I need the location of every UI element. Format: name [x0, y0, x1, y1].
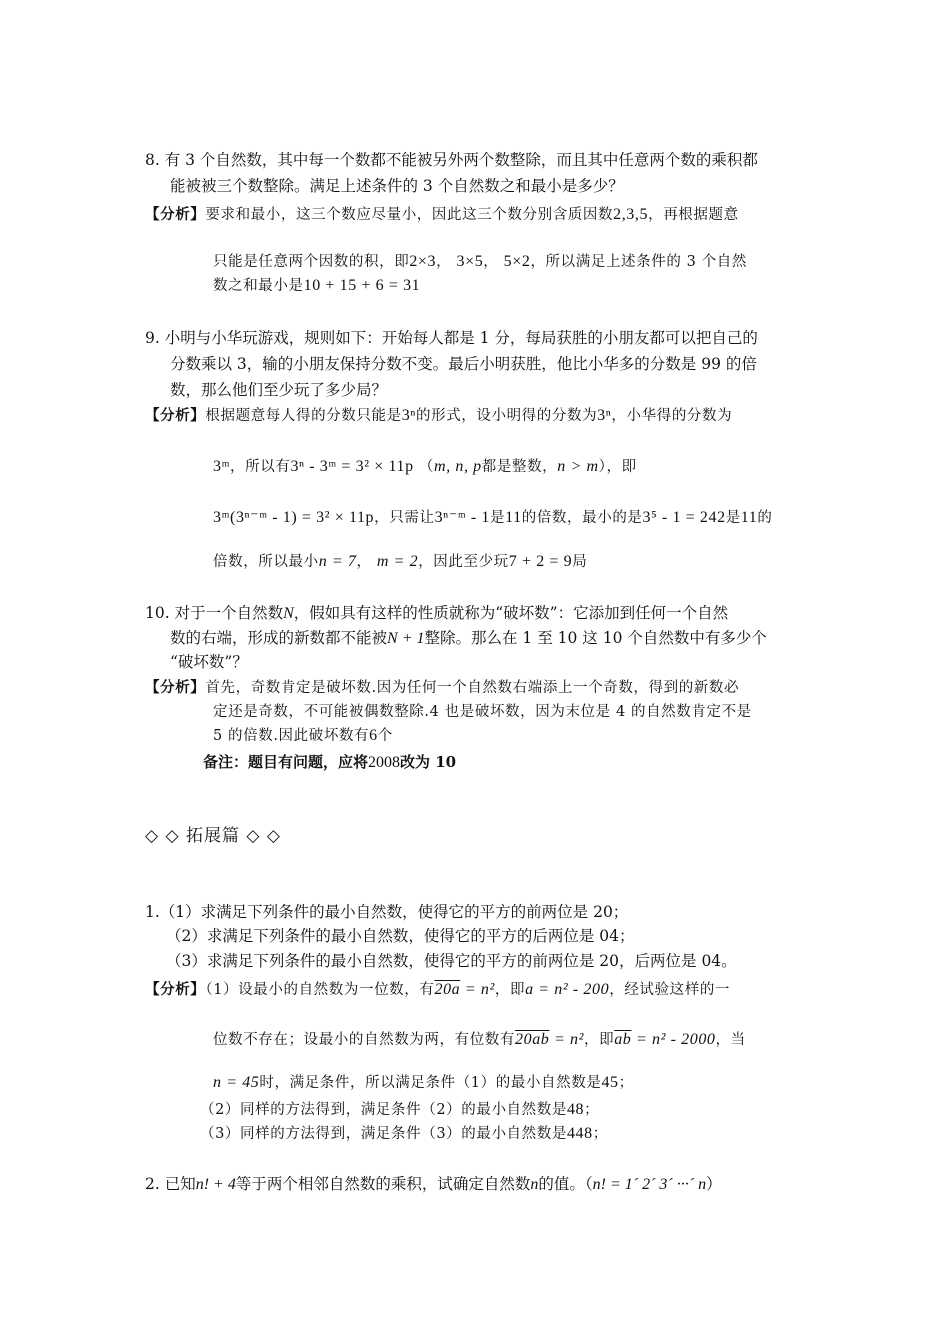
- analysis-text: 只能是任意两个因数的积，即: [213, 254, 410, 270]
- math-expression: 2008: [368, 754, 401, 771]
- analysis-10-line-1: [145, 678, 739, 698]
- math-expression: 3×5: [456, 253, 484, 270]
- problem-8-line-1: 8. 有 3 个自然数，其中每一个数都不能被另外两个数整除，而且其中任意两个数的乘积都: [145, 151, 758, 169]
- problem-9-line-2: 分数乘以 3，输的小朋友保持分数不变。最后小明获胜，他比小华多的分数是 99 的倍: [170, 355, 757, 373]
- analysis-e1-line-2: [213, 1030, 746, 1050]
- problem-10-line-2: [170, 628, 767, 649]
- analysis-text: 的倍数，最小的是: [521, 510, 643, 526]
- analysis-9-line-3: [213, 508, 773, 528]
- analysis-text: 倍数，所以最小: [213, 554, 319, 570]
- math-expression: 7 + 2 = 9: [508, 553, 573, 570]
- problem-text: ）: [706, 1175, 722, 1193]
- analysis-text: ，即: [584, 1032, 615, 1048]
- math-expression: 11: [505, 509, 522, 526]
- math-expression: 11: [740, 509, 758, 526]
- math-expression: 48: [566, 1101, 585, 1118]
- math-expression: N + 1: [387, 630, 425, 647]
- math-expression: 3ⁿ⁻ᵐ - 1: [434, 509, 491, 526]
- math-expression: a = n² - 200: [525, 981, 610, 998]
- analysis-text: 个: [377, 728, 393, 744]
- problem-9-line-3: 数，那么他们至少玩了多少局？: [170, 381, 388, 399]
- analysis-text: 时，满足条件，所以满足条件（1）的最小自然数是: [259, 1075, 602, 1091]
- math-expression: $\overline{ab}$: [614, 1031, 632, 1048]
- remark-text: 改为 10: [400, 753, 457, 771]
- analysis-text: ；: [592, 1126, 608, 1142]
- analysis-text: ，所以满足上述条件的 3 个自然: [530, 254, 747, 270]
- math-expression: 2×3: [409, 253, 437, 270]
- analysis-text: 是: [725, 510, 741, 526]
- analysis-8-line-1: [145, 205, 739, 225]
- math-expression: = n²: [549, 1031, 584, 1048]
- analysis-10-line-3: [213, 726, 393, 746]
- problem-text: 等于两个相邻自然数的乘积，试确定自然数: [235, 1175, 531, 1193]
- math-expression: 448: [566, 1125, 593, 1142]
- analysis-9-line-2: [213, 457, 637, 477]
- analysis-e1-line-5: [200, 1124, 608, 1144]
- analysis-9-line-4: [213, 552, 587, 572]
- analysis-text: 首先，奇数肯定是破坏数.因为任何一个自然数右端添上一个奇数，得到的新数必: [205, 680, 740, 696]
- math-expression: n! = 1´ 2´ 3´ ···´ n: [592, 1176, 707, 1193]
- math-expression: 3ⁿ: [597, 407, 612, 424]
- analysis-tag: 【分析】: [145, 206, 206, 223]
- analysis-9-line-1: [145, 406, 732, 426]
- analysis-text: 的: [757, 510, 773, 526]
- problem-text: 10. 对于一个自然数: [145, 604, 284, 622]
- math-expression: n = 7: [318, 553, 357, 570]
- analysis-text: 的形式，设小明得的分数为: [415, 408, 598, 424]
- problem-8-line-2: 能被被三个数整除。满足上述条件的 3 个自然数之和最小是多少？: [170, 177, 624, 195]
- analysis-text: 都是整数，: [481, 459, 558, 475]
- analysis-e1-line-3: [213, 1073, 634, 1093]
- math-expression: N: [283, 605, 294, 622]
- separator: ，: [483, 254, 499, 270]
- math-expression: 10 + 15 + 6 = 31: [303, 277, 421, 294]
- analysis-text: ），即: [598, 459, 637, 475]
- analysis-tag: 【分析】: [145, 407, 206, 424]
- extension-1-line-1: 1.（1）求满足下列条件的最小自然数，使得它的平方的前两位是 20；: [145, 903, 629, 921]
- remark-note: [203, 752, 456, 773]
- extension-2-line-1: [145, 1174, 722, 1195]
- problem-text: 整除。那么在 1 至 10 这 10 个自然数中有多少个: [424, 629, 767, 647]
- analysis-text: ，经试验这样的一: [609, 982, 731, 998]
- math-expression: 3ᵐ(3ⁿ⁻ᵐ - 1) = 3² × 11p: [213, 509, 375, 526]
- analysis-text: ，再根据题意: [648, 207, 739, 223]
- analysis-text: ；: [584, 1102, 600, 1118]
- analysis-text: 位数不存在；设最小的自然数为两，有位数有: [213, 1032, 515, 1048]
- analysis-text: （1）设最小的自然数为一位数，有: [205, 982, 435, 998]
- analysis-text: 数之和最小是: [213, 278, 304, 294]
- problem-text: 的值。（: [538, 1175, 593, 1193]
- math-expression: 3ⁿ: [401, 407, 416, 424]
- math-expression: n = 45: [213, 1074, 260, 1091]
- analysis-text: （2）同样的方法得到，满足条件（2）的最小自然数是: [200, 1102, 567, 1118]
- section-title: ◇ ◇ 拓展篇 ◇ ◇: [145, 826, 281, 846]
- analysis-text: ，小华得的分数为: [611, 408, 733, 424]
- math-expression: 2,3,5: [613, 206, 649, 223]
- math-expression: 6: [369, 727, 378, 744]
- analysis-tag: 【分析】: [145, 981, 206, 998]
- problem-10-line-3: “破坏数”？: [170, 653, 248, 671]
- problem-text: ，假如具有这样的性质就称为“破坏数”：它添加到任何一个自然: [293, 604, 729, 622]
- math-expression: m = 2: [376, 553, 419, 570]
- analysis-text: 根据题意每人得的分数只能是: [205, 408, 402, 424]
- analysis-text: 要求和最小，这三个数应尽量小，因此这三个数分别含质因数: [205, 207, 614, 223]
- math-expression: 5×2: [503, 253, 531, 270]
- math-expression: n: [530, 1176, 539, 1193]
- problem-9-line-1: 9. 小明与小华玩游戏，规则如下：开始每人都是 1 分，每局获胜的小朋友都可以把自己的: [145, 329, 758, 347]
- math-expression: = n² - 2000: [631, 1031, 716, 1048]
- problem-text: 2. 已知: [145, 1175, 196, 1193]
- analysis-text: ，只需让: [374, 510, 435, 526]
- analysis-10-line-2: 定还是奇数，不可能被偶数整除.4 也是破坏数，因为末位是 4 的自然数肯定不是: [213, 704, 752, 720]
- analysis-text: 5 的倍数.因此破坏数有: [213, 728, 370, 744]
- extension-1-line-3: （3）求满足下列条件的最小自然数，使得它的平方的前两位是 20，后两位是 04。: [166, 952, 737, 970]
- extension-1-line-2: （2）求满足下列条件的最小自然数，使得它的平方的后两位是 04；: [166, 927, 635, 945]
- math-expression: = n²: [460, 981, 495, 998]
- analysis-tag: 【分析】: [145, 679, 206, 696]
- math-expression: 45: [601, 1074, 619, 1091]
- analysis-text: ；: [618, 1075, 634, 1091]
- analysis-text: （: [418, 459, 435, 475]
- problem-10-line-1: [145, 603, 728, 624]
- analysis-text: 局: [572, 554, 588, 570]
- math-expression: n! + 4: [195, 1176, 236, 1193]
- separator: ，: [356, 554, 372, 570]
- math-expression: m, n, p: [434, 458, 482, 475]
- separator: ，: [436, 254, 452, 270]
- math-expression: n > m: [557, 458, 599, 475]
- analysis-text: ，即: [494, 982, 526, 998]
- problem-text: 数的右端，形成的新数都不能被: [170, 629, 388, 647]
- math-expression: 3⁵ - 1 = 242: [642, 509, 726, 526]
- analysis-e1-line-1: [145, 980, 730, 1000]
- analysis-text: 是: [490, 510, 506, 526]
- analysis-e1-line-4: [200, 1100, 599, 1120]
- analysis-text: ，所以有: [230, 459, 291, 475]
- math-expression: 20a: [434, 981, 461, 998]
- analysis-8-line-3: [213, 276, 420, 296]
- math-expression: 3ⁿ - 3ᵐ = 3² × 11p: [290, 458, 414, 475]
- analysis-text: （3）同样的方法得到，满足条件（3）的最小自然数是: [200, 1126, 567, 1142]
- remark-text: 备注：题目有问题，应将: [203, 753, 369, 771]
- math-expression: 3ᵐ: [213, 458, 231, 475]
- math-expression: 20ab: [515, 1031, 550, 1048]
- analysis-text: ，当: [715, 1032, 746, 1048]
- analysis-8-line-2: [213, 252, 747, 272]
- analysis-text: ，因此至少玩: [418, 554, 509, 570]
